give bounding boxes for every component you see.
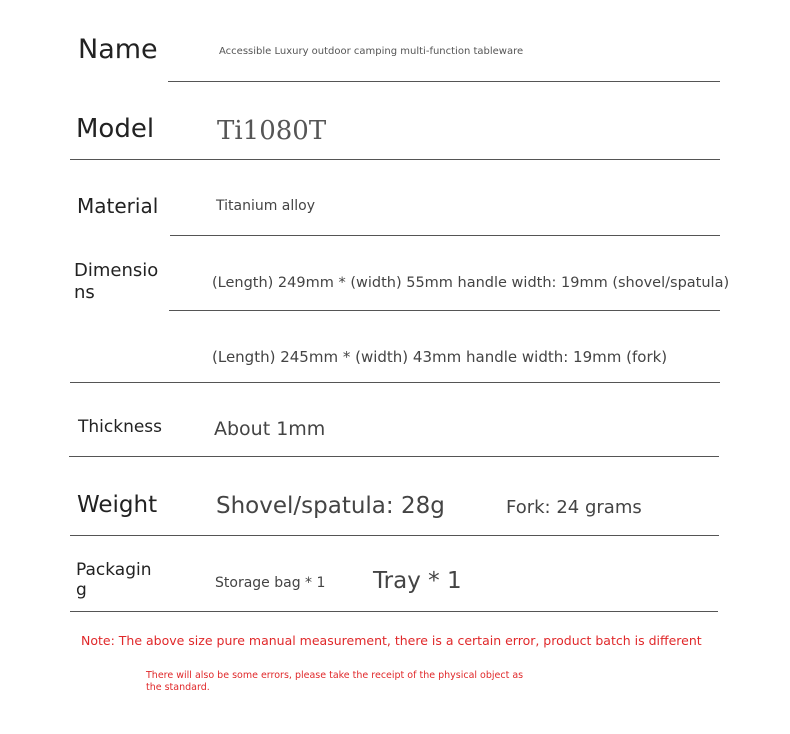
weight-value-shovel: Shovel/spatula: 28g — [216, 493, 445, 519]
divider-dimensions-inner — [169, 310, 720, 311]
divider-packaging — [70, 611, 718, 612]
divider-thickness — [69, 456, 719, 457]
packaging-label-line1: Packagin — [76, 560, 152, 580]
model-label: Model — [76, 114, 155, 144]
standard-note-line2: the standard. — [146, 682, 210, 693]
thickness-value: About 1mm — [214, 418, 326, 440]
packaging-label — [76, 560, 152, 600]
dimensions-label-line1: Dimensio — [74, 260, 159, 281]
weight-value-fork: Fork: 24 grams — [506, 497, 642, 518]
dimensions-label-line2: ns — [74, 282, 95, 303]
dimensions-value-fork: (Length) 245mm * (width) 43mm handle width: 19mm (fork) — [212, 348, 668, 366]
material-label: Material — [77, 194, 159, 218]
dimensions-value-shovel: (Length) 249mm * (width) 55mm handle width: 19mm (shovel/spatula) — [212, 275, 730, 291]
name-label: Name — [78, 34, 158, 65]
model-value: Ti1080T — [217, 116, 327, 146]
divider-weight — [70, 535, 719, 536]
standard-note — [146, 670, 523, 694]
measurement-note: Note: The above size pure manual measurement, there is a certain error, product batch is different — [81, 633, 702, 648]
divider-model — [70, 159, 720, 160]
divider-name — [168, 81, 720, 82]
divider-dimensions — [70, 382, 720, 383]
packaging-value-bag: Storage bag * 1 — [215, 575, 326, 591]
thickness-label: Thickness — [78, 417, 163, 437]
dimensions-label — [74, 260, 158, 304]
material-value: Titanium alloy — [216, 198, 316, 214]
name-value: Accessible Luxury outdoor camping multi-function tableware — [219, 46, 524, 57]
divider-material — [170, 235, 720, 236]
standard-note-line1: There will also be some errors, please take the receipt of the physical object as — [146, 670, 524, 681]
packaging-label-line2: g — [76, 580, 87, 600]
packaging-value-tray: Tray * 1 — [373, 568, 462, 594]
weight-label: Weight — [77, 492, 158, 518]
